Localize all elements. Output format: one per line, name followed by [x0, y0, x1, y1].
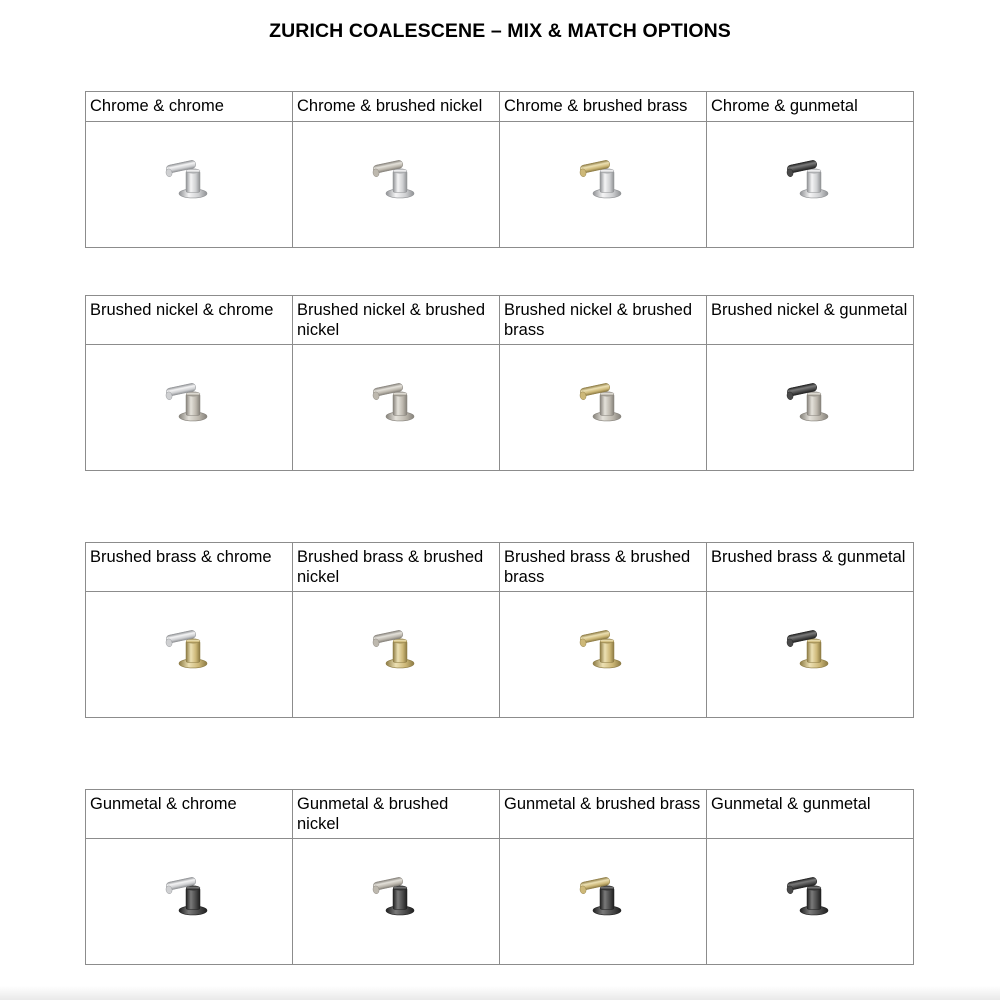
tap-body — [807, 640, 821, 662]
tap-handle-image — [576, 156, 630, 202]
tap-image-cell — [293, 122, 500, 248]
tap-body — [600, 887, 614, 909]
tap-image-cell — [86, 592, 293, 718]
option-label: Chrome & gunmetal — [707, 92, 914, 122]
tap-image-cell — [293, 839, 500, 965]
tap-image-cell — [86, 345, 293, 471]
tap-body — [600, 393, 614, 415]
tap-handle-image — [162, 379, 216, 425]
page-title: ZURICH COALESCENE – MIX & MATCH OPTIONS — [269, 20, 731, 42]
option-label: Gunmetal & brushed nickel — [293, 790, 500, 839]
option-label: Gunmetal & gunmetal — [707, 790, 914, 839]
tap-image-cell — [500, 839, 707, 965]
option-label: Chrome & brushed nickel — [293, 92, 500, 122]
tap-handle-image — [369, 626, 423, 672]
tap-image-cell — [707, 345, 914, 471]
tap-handle-image — [783, 379, 837, 425]
tap-handle-image — [162, 626, 216, 672]
option-label: Brushed brass & brushed brass — [500, 543, 707, 592]
tap-body — [393, 393, 407, 415]
option-label: Brushed nickel & brushed nickel — [293, 296, 500, 345]
tap-handle-image — [369, 156, 423, 202]
tap-body — [393, 640, 407, 662]
tap-image-cell — [293, 592, 500, 718]
tap-body — [600, 640, 614, 662]
option-label: Brushed nickel & gunmetal — [707, 296, 914, 345]
tap-body — [807, 887, 821, 909]
tap-body — [807, 170, 821, 192]
tap-image-cell — [500, 122, 707, 248]
tap-body — [186, 170, 200, 192]
tap-handle-image — [162, 156, 216, 202]
option-label: Brushed nickel & chrome — [86, 296, 293, 345]
tap-body — [186, 887, 200, 909]
tap-image-cell — [86, 839, 293, 965]
finish-table-gunmetal — [85, 789, 914, 965]
option-label: Gunmetal & brushed brass — [500, 790, 707, 839]
tap-handle-image — [162, 873, 216, 919]
tap-handle-image — [783, 873, 837, 919]
tap-image-cell — [707, 839, 914, 965]
tap-handle-image — [369, 379, 423, 425]
option-label: Chrome & chrome — [86, 92, 293, 122]
finish-table-chrome — [85, 91, 914, 248]
option-label: Brushed brass & brushed nickel — [293, 543, 500, 592]
tap-body — [186, 393, 200, 415]
tap-body — [393, 170, 407, 192]
tap-image-cell — [500, 592, 707, 718]
tap-image-cell — [500, 345, 707, 471]
tap-handle-image — [783, 626, 837, 672]
tap-image-cell — [293, 345, 500, 471]
tap-handle-image — [576, 626, 630, 672]
option-label: Brushed nickel & brushed brass — [500, 296, 707, 345]
option-label: Gunmetal & chrome — [86, 790, 293, 839]
tap-body — [807, 393, 821, 415]
option-label: Chrome & brushed brass — [500, 92, 707, 122]
tap-handle-image — [576, 873, 630, 919]
tap-body — [393, 887, 407, 909]
finish-table-brushed-nickel — [85, 295, 914, 471]
tap-body — [600, 170, 614, 192]
tap-image-cell — [707, 122, 914, 248]
tap-handle-image — [783, 156, 837, 202]
page-bottom-edge — [0, 986, 1000, 1000]
tap-image-cell — [707, 592, 914, 718]
tap-handle-image — [369, 873, 423, 919]
tap-body — [186, 640, 200, 662]
tap-handle-image — [576, 379, 630, 425]
tap-image-cell — [86, 122, 293, 248]
finish-table-brushed-brass — [85, 542, 914, 718]
option-label: Brushed brass & chrome — [86, 543, 293, 592]
option-label: Brushed brass & gunmetal — [707, 543, 914, 592]
